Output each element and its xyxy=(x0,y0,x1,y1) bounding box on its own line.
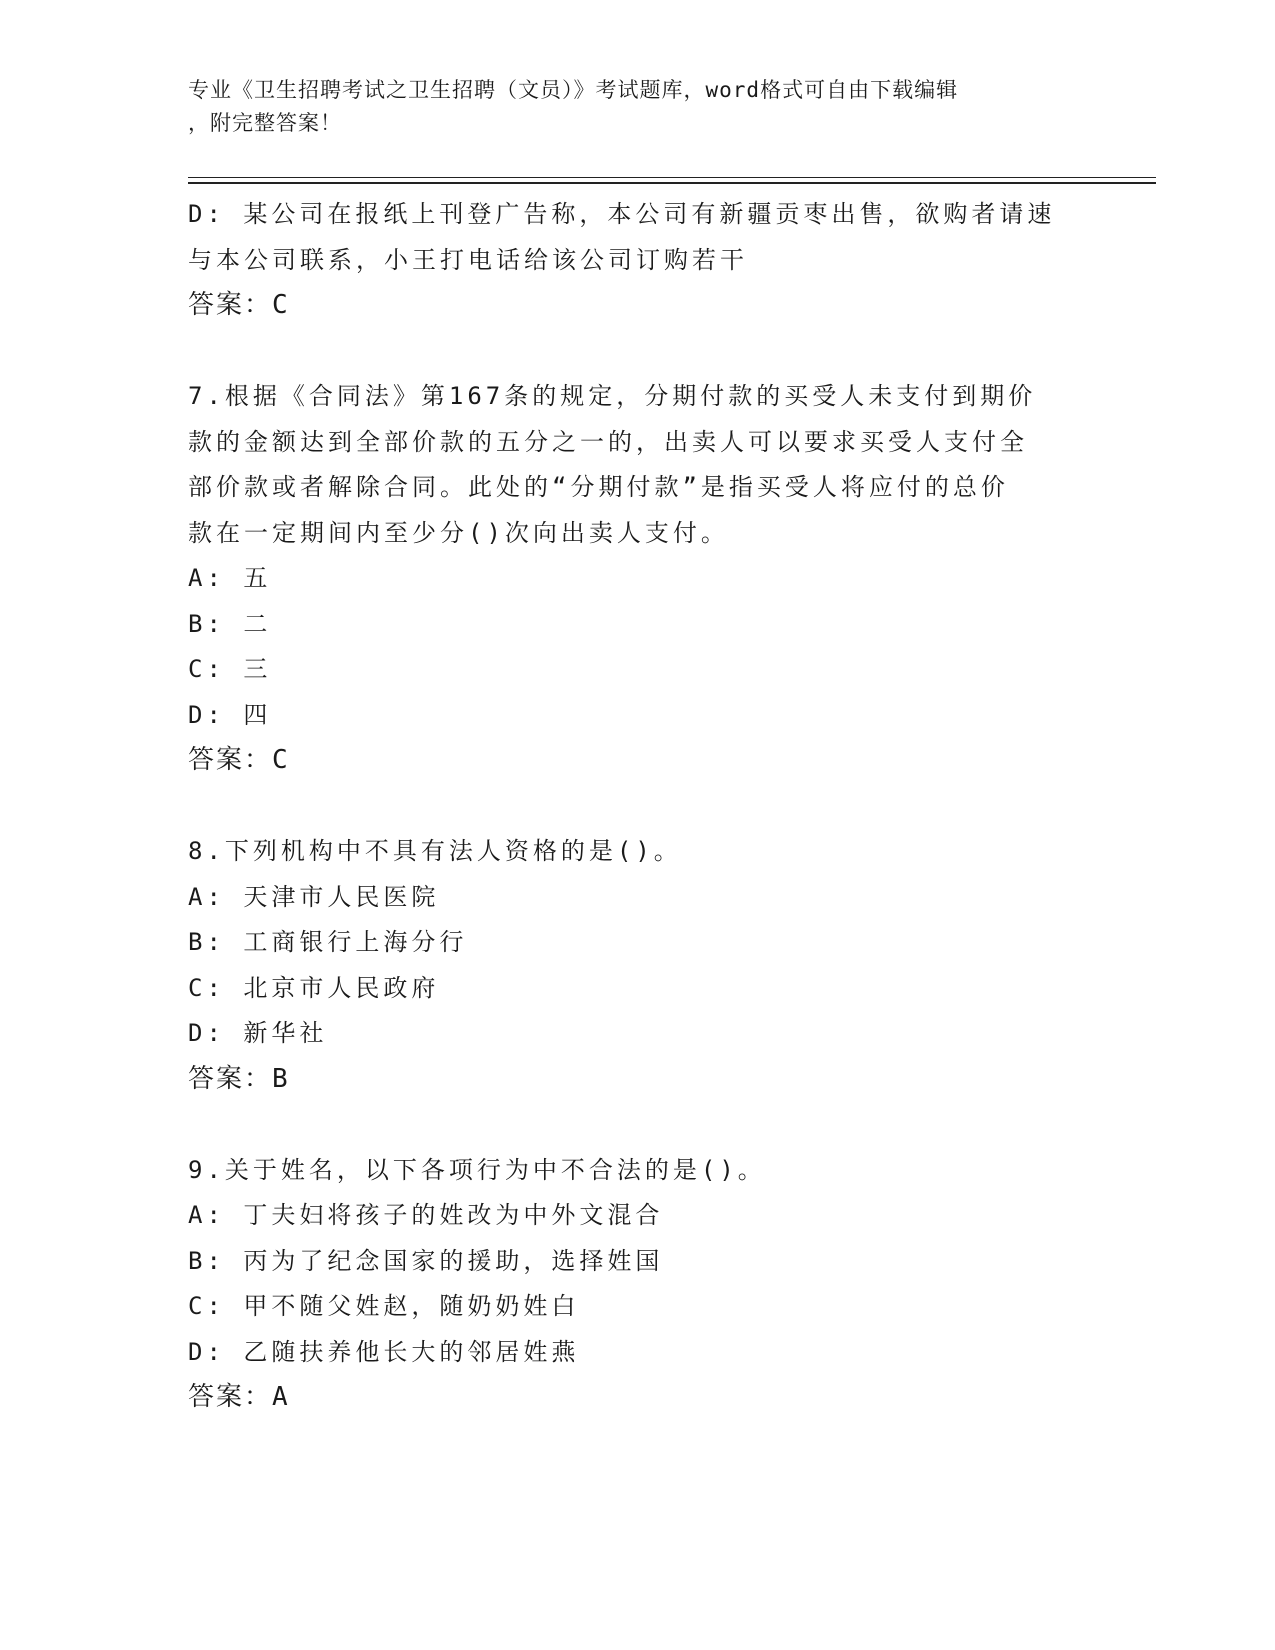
answer: 答案：C xyxy=(188,290,290,320)
option-b: B: 二 xyxy=(188,609,272,638)
answer: 答案：A xyxy=(188,1382,290,1412)
question-9 xyxy=(188,1148,1078,1421)
option-d: D: 乙随扶养他长大的邻居姓燕 xyxy=(188,1337,580,1366)
option-c: C: 北京市人民政府 xyxy=(188,973,440,1002)
document-header xyxy=(188,74,1078,140)
question-stem-line: 部价款或者解除合同。此处的“分期付款”是指买受人将应付的总价 xyxy=(188,473,1009,501)
option-a: A: 丁夫妇将孩子的姓改为中外文混合 xyxy=(188,1201,664,1229)
option-a: A: 五 xyxy=(188,564,272,592)
header-title-line2: ，附完整答案！ xyxy=(188,111,342,135)
question-stem-line: 9.关于姓名，以下各项行为中不合法的是()。 xyxy=(188,1155,766,1184)
answer: 答案：C xyxy=(188,745,290,775)
option-c: C: 甲不随父姓赵，随奶奶姓白 xyxy=(188,1292,580,1320)
question-6-tail xyxy=(188,192,1078,329)
option-b: B: 丙为了纪念国家的援助，选择姓国 xyxy=(188,1246,664,1275)
spacer xyxy=(188,1102,1078,1148)
question-stem-line: 7.根据《合同法》第167条的规定，分期付款的买受人未支付到期价 xyxy=(188,382,1037,410)
question-stem-line: 款的金额达到全部价款的五分之一的，出卖人可以要求买受人支付全 xyxy=(188,427,1028,456)
question-7 xyxy=(188,374,1078,784)
header-divider-thin xyxy=(188,177,1156,178)
header-title-line1: 专业《卫生招聘考试之卫生招聘（文员）》考试题库，word格式可自由下载编辑 xyxy=(188,78,959,102)
option-d-continued: 与本公司联系，小王打电话给该公司订购若干 xyxy=(188,245,748,274)
spacer xyxy=(188,784,1078,830)
option-a: A: 天津市人民医院 xyxy=(188,882,440,911)
option-b: B: 工商银行上海分行 xyxy=(188,928,468,956)
question-stem-line: 款在一定期间内至少分()次向出卖人支付。 xyxy=(188,518,729,547)
question-8 xyxy=(188,829,1078,1102)
spacer xyxy=(188,329,1078,375)
option-d: D: 新华社 xyxy=(188,1019,328,1047)
option-d: D: 某公司在报纸上刊登广告称，本公司有新疆贡枣出售，欲购者请速 xyxy=(188,200,1056,228)
answer: 答案：B xyxy=(188,1063,290,1094)
question-content xyxy=(188,192,1078,1421)
question-stem-line: 8.下列机构中不具有法人资格的是()。 xyxy=(188,837,682,865)
option-c: C: 三 xyxy=(188,655,272,683)
header-divider-thick xyxy=(188,182,1156,184)
option-d: D: 四 xyxy=(188,700,272,729)
